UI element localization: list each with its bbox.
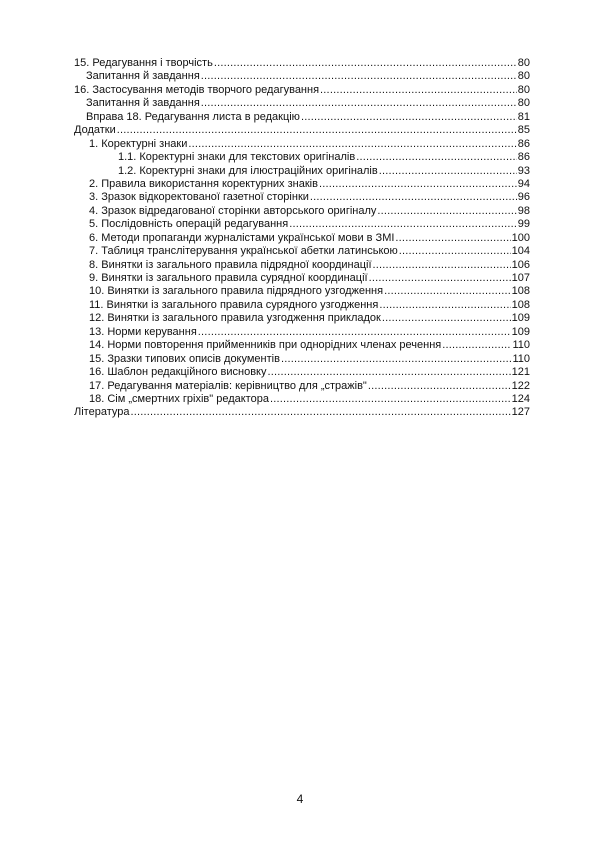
dot-leader (442, 339, 511, 352)
table-of-contents (74, 57, 530, 420)
toc-entry-page: 96 (517, 191, 530, 204)
toc-entry (74, 84, 530, 97)
toc-entry-page: 121 (511, 366, 530, 379)
toc-entry-title: 1.2. Коректурні знаки для ілюстраційних оригіналів (118, 164, 378, 177)
toc-entry-title: 6. Методи пропаганди журналістами української мови в ЗМІ (89, 231, 395, 244)
dot-leader (373, 259, 511, 272)
dot-leader (384, 285, 511, 298)
dot-leader (281, 353, 512, 366)
toc-entry-page: 106 (511, 258, 530, 271)
toc-entry-page: 107 (511, 272, 530, 284)
toc-entry-page: 100 (511, 231, 530, 244)
dot-leader (356, 151, 517, 164)
toc-entry (74, 393, 530, 406)
toc-entry (74, 165, 530, 178)
dot-leader (379, 165, 517, 178)
toc-entry (74, 406, 530, 419)
toc-entry-title: 15. Редагування і творчість (74, 57, 213, 69)
toc-entry (74, 259, 530, 272)
toc-entry-page: 109 (511, 312, 530, 325)
toc-entry-title: 10. Винятки із загального правила підрядного узгодження (89, 285, 384, 298)
toc-entry-page: 80 (517, 70, 530, 83)
toc-entry (74, 353, 530, 366)
toc-entry-title: 8. Винятки із загального правила підрядної координації (89, 258, 372, 271)
toc-entry-title: 5. Послідовність операцій редагування (89, 218, 289, 231)
toc-entry-page: 85 (517, 124, 530, 137)
toc-entry (74, 285, 530, 298)
dot-leader (310, 191, 517, 204)
toc-entry (74, 272, 530, 285)
dot-leader (201, 70, 517, 83)
dot-leader (130, 406, 510, 419)
toc-entry (74, 245, 530, 258)
dot-leader (214, 57, 517, 70)
toc-entry-page: 108 (511, 298, 530, 311)
dot-leader (270, 393, 511, 406)
toc-entry (74, 97, 530, 110)
dot-leader (267, 366, 510, 379)
toc-entry (74, 218, 530, 231)
toc-entry-title: 17. Редагування матеріалів: керівництво для „стражів" (89, 379, 367, 392)
toc-entry-title: 4. Зразок відредагованої сторінки авторського оригіналу (89, 204, 377, 217)
toc-entry-title: 12. Винятки із загального правила узгодження прикладок (89, 312, 381, 325)
toc-entry-page: 80 (517, 57, 530, 69)
toc-entry-title: 14. Норми повторення прийменників при однорідних членах речення (89, 339, 442, 352)
toc-entry-title: 2. Правила використання коректурних знаків (89, 177, 318, 190)
page-number: 4 (296, 792, 304, 806)
toc-entry (74, 138, 530, 151)
dot-leader (289, 218, 517, 231)
toc-entry-page: 127 (511, 406, 530, 419)
toc-entry (74, 380, 530, 393)
toc-entry-page: 110 (512, 352, 530, 365)
toc-entry-title: 15. Зразки типових описів документів (89, 352, 280, 365)
dot-leader (379, 299, 510, 312)
dot-leader (198, 326, 511, 339)
toc-entry-title: 1. Коректурні знаки (89, 137, 188, 150)
toc-entry (74, 232, 530, 245)
toc-entry (74, 326, 530, 339)
dot-leader (368, 380, 511, 393)
dot-leader (369, 272, 511, 285)
toc-entry-page: 122 (511, 379, 530, 392)
toc-entry-title: 16. Застосування методів творчого редагування (74, 83, 320, 96)
toc-entry-page: 110 (512, 339, 530, 352)
toc-entry (74, 70, 530, 83)
toc-entry-page: 81 (517, 110, 530, 123)
toc-entry-page: 80 (517, 97, 530, 110)
toc-entry (74, 312, 530, 325)
dot-leader (301, 111, 517, 124)
toc-entry-page: 86 (517, 137, 530, 150)
toc-entry-title: Додатки (74, 124, 116, 137)
toc-entry-page: 98 (517, 204, 530, 217)
toc-entry (74, 205, 530, 218)
toc-entry (74, 111, 530, 124)
dot-leader (377, 205, 516, 218)
toc-entry-title: 13. Норми керування (89, 325, 197, 338)
dot-leader (201, 97, 517, 110)
toc-entry-title: 11. Винятки із загального правила сурядного узгодження (89, 298, 379, 311)
toc-entry-page: 109 (511, 325, 530, 338)
toc-entry-title: 9. Винятки із загального правила сурядної координації (89, 272, 368, 284)
toc-entry-page: 80 (517, 83, 530, 96)
dot-leader (319, 178, 517, 191)
dot-leader (399, 245, 511, 258)
toc-entry (74, 339, 530, 352)
toc-entry (74, 124, 530, 137)
toc-entry-title: Запитання й завдання (86, 97, 200, 110)
toc-entry (74, 178, 530, 191)
toc-entry (74, 299, 530, 312)
toc-entry-title: 1.1. Коректурні знаки для текстових оригіналів (118, 151, 356, 164)
toc-entry-title: 18. Сім „смертних гріхів" редактора (89, 392, 269, 405)
dot-leader (320, 84, 517, 97)
toc-entry (74, 57, 530, 70)
dot-leader (188, 138, 516, 151)
toc-entry (74, 191, 530, 204)
toc-entry-title: 7. Таблиця транслітерування української абетки латинською (89, 245, 398, 258)
dot-leader (117, 124, 517, 137)
toc-entry-page: 99 (517, 218, 530, 231)
dot-leader (382, 312, 511, 325)
toc-entry-title: Вправа 18. Редагування листа в редакцію (86, 110, 300, 123)
toc-entry-title: Література (74, 406, 130, 419)
toc-entry-title: 16. Шаблон редакційного висновку (89, 366, 267, 379)
toc-entry (74, 151, 530, 164)
toc-entry-title: Запитання й завдання (86, 70, 200, 83)
toc-entry-title: 3. Зразок відкоректованої газетної сторінки (89, 191, 309, 204)
toc-entry (74, 366, 530, 379)
toc-entry-page: 94 (517, 177, 530, 190)
toc-entry-page: 104 (511, 245, 530, 258)
toc-entry-page: 124 (511, 392, 530, 405)
dot-leader (395, 232, 510, 245)
toc-entry-page: 108 (511, 285, 530, 298)
toc-entry-page: 86 (517, 151, 530, 164)
toc-entry-page: 93 (517, 164, 530, 177)
